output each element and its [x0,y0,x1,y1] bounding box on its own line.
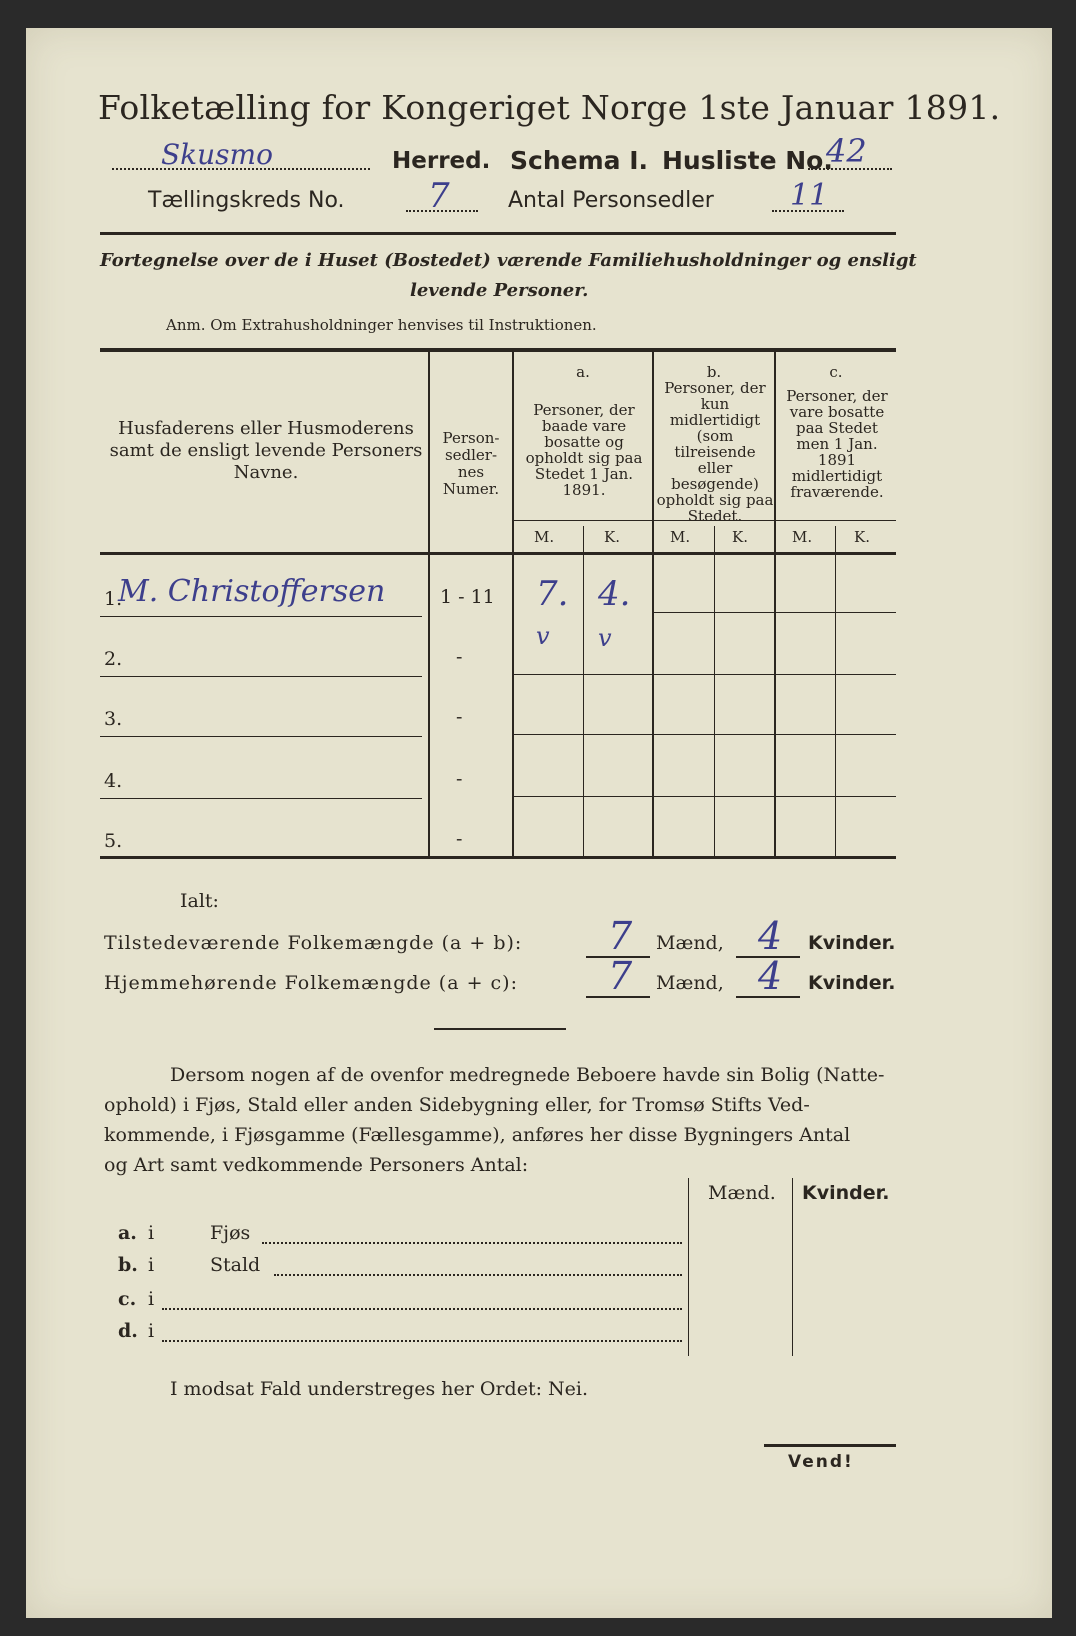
bld-col-maend: Mænd. [708,1182,776,1204]
ialt-label: Ialt: [180,890,219,912]
row-1-numer: 1 - 11 [440,586,495,608]
bld-a-label: Fjøs [210,1222,251,1244]
table-head-rule [100,552,896,555]
header-rule [100,232,896,235]
bld-c-dots [162,1308,682,1310]
row-5-num: 5. [104,830,123,852]
bld-b-label: Stald [210,1254,261,1276]
bld-a-letter: a. [118,1222,137,1244]
para-line-2: ophold) i Fjøs, Stald eller anden Sidebygning eller, for Tromsø Stifts Ved- [104,1094,810,1116]
hjemme-m-value: 7 [608,954,633,998]
bld-b-dots [274,1274,682,1276]
kreds-label: Tællingskreds No. [148,188,345,213]
bld-d-letter: d. [118,1320,138,1342]
a-m-label: M. [534,528,555,546]
tilstede-label: Tilstedeværende Folkemængde (a + b): [104,932,523,954]
a-k-label: K. [604,528,620,546]
vline-b [774,352,776,856]
b-k-label: K. [732,528,748,546]
col-a-text: Personer, der baade vare bosatte og opholdt sig paa Stedet 1 Jan. 1891. [525,401,643,499]
row-1-check-m: v [536,622,550,650]
tilstede-k-value: 4 [758,914,783,958]
row-3-num: 3. [104,708,123,730]
bld-a-i: i [148,1222,155,1244]
intro-line-1: Fortegnelse over de i Huset (Bostedet) værende Familiehusholdninger og ensligt [100,250,917,271]
row-2-name-rule [100,676,422,677]
row-1-check-k: v [598,624,612,652]
row-4-rule [514,796,896,797]
antal-label: Antal Personsedler [508,188,714,213]
row-2-rule [514,674,896,675]
bld-col-kvinder: Kvinder. [802,1182,890,1204]
col-header-numer: Person-sedler-nes Numer. [442,429,500,498]
row-1-a-k: 4. [598,574,631,614]
modsat-note: I modsat Fald understreges her Ordet: Nei. [170,1378,589,1400]
row-3-rule [514,734,896,735]
hjemme-kvinder: Kvinder. [808,972,896,994]
row-2-numer: - [456,646,463,668]
row-1-name-rule [100,616,422,617]
census-form-sheet [26,28,1052,1618]
bld-b-letter: b. [118,1254,138,1276]
para-line-4: og Art samt vedkommende Personers Antal: [104,1154,529,1176]
vline-b-mk [714,526,715,856]
vline-a-mk [583,526,584,856]
schema-label: Schema I. [510,146,649,175]
bld-c-letter: c. [118,1288,137,1310]
husliste-value: 42 [826,132,867,170]
form-title: Folketælling for Kongeriget Norge 1ste Januar 1891. [98,88,1001,127]
col-b-letter: b. [706,363,722,381]
col-c-text: Personer, der vare bosatte paa Stedet men 1 Jan. 1891 midlertidigt fraværende. [786,387,888,501]
col-a-letter: a. [576,363,590,381]
para-line-3: kommende, i Fjøsgamme (Fællesgamme), anføres her disse Bygningers Antal [104,1124,851,1146]
row-5-numer: - [456,828,463,850]
tilstede-maend: Mænd, [656,932,724,954]
bld-b-i: i [148,1254,155,1276]
table-top-rule [100,348,896,352]
kreds-value: 7 [428,176,450,216]
antal-value: 11 [790,178,829,213]
row-4-numer: - [456,768,463,790]
c-m-label: M. [792,528,813,546]
section-divider [434,1028,566,1030]
intro-line-2: levende Personer. [410,280,589,301]
row-1-bc-rule [652,612,896,613]
row-1-a-m: 7. [536,574,569,614]
vline-c-mk [835,526,836,856]
para-line-1: Dersom nogen af de ovenfor medregnede Beboere havde sin Bolig (Natte- [170,1064,885,1086]
tilstede-m-value: 7 [608,914,633,958]
row-3-name-rule [100,736,422,737]
vend-rule [764,1444,896,1447]
bld-vline-1 [688,1178,689,1356]
table-bottom-rule [100,856,896,859]
col-c-letter: c. [829,363,843,381]
vline-names [428,352,430,856]
row-1-name: M. Christoffersen [118,574,386,609]
col-header-names: Husfaderens eller Husmoderens samt de ensligt levende Personers Navne. [109,418,423,483]
herred-label: Herred. [392,148,491,174]
row-4-name-rule [100,798,422,799]
bld-a-dots [262,1242,682,1244]
bld-d-i: i [148,1320,155,1342]
tilstede-kvinder: Kvinder. [808,932,896,954]
bld-c-i: i [148,1288,155,1310]
b-m-label: M. [670,528,691,546]
vend-label: Vend! [788,1452,854,1472]
vline-numer [512,352,514,856]
hjemme-maend: Mænd, [656,972,724,994]
bld-vline-2 [792,1178,793,1356]
row-2-num: 2. [104,648,123,670]
row-4-num: 4. [104,770,123,792]
anm-note: Anm. Om Extrahusholdninger henvises til Instruktionen. [166,316,597,334]
hjemme-label: Hjemmehørende Folkemængde (a + c): [104,972,518,994]
bld-d-dots [162,1340,682,1342]
herred-value: Skusmo [161,138,273,171]
row-1-num: 1. [104,588,123,610]
c-k-label: K. [854,528,870,546]
row-3-numer: - [456,706,463,728]
husliste-label: Husliste No. [662,146,833,175]
hjemme-k-value: 4 [758,954,783,998]
vline-a [652,352,654,856]
col-b-text: Personer, der kun midlertidigt (som tilreisende eller besøgende) opholdt sig paa Stedet. [656,379,774,525]
